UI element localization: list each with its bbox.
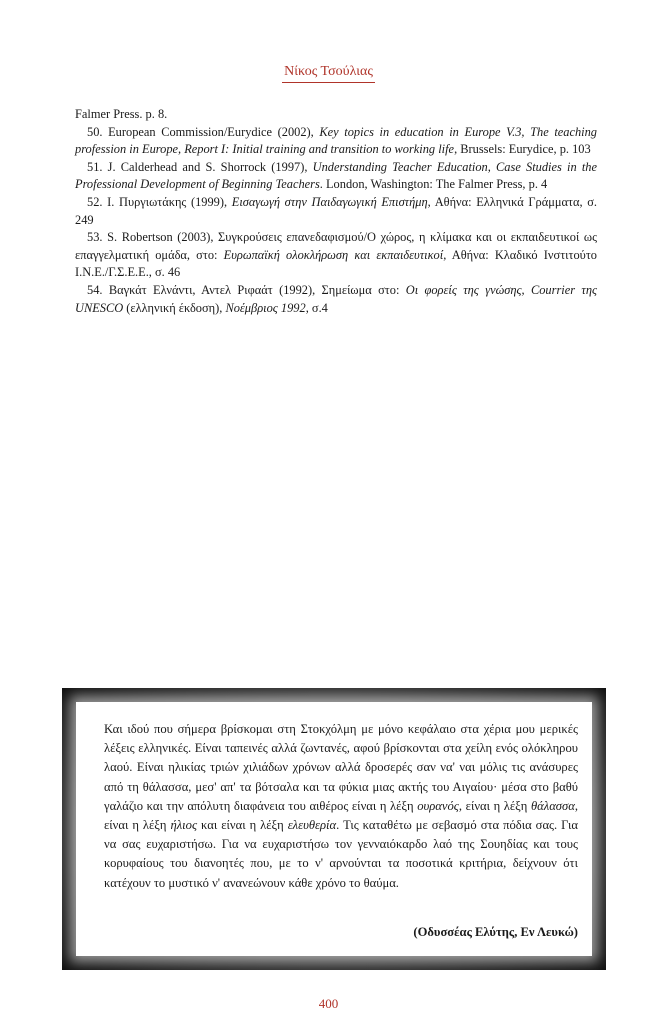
quote-box — [76, 702, 592, 956]
reference-51: 51. J. Calderhead and S. Shorrock (1997), Understanding Teacher Education, Case Studies in the Professional Development of Beginning Teachers. London, Washington: The Falmer Press, p. 4 — [75, 159, 597, 192]
running-head — [0, 64, 657, 83]
reference-49-continuation: Falmer Press. p. 8. — [75, 107, 168, 121]
quote-frame — [62, 688, 606, 970]
elytis-quote: Και ιδού που σήμερα βρίσκομαι στη Στοκχόλμη με μόνο κεφάλαιο στα χέρια μου μερικές λέξεις ελληνικές. Είναι ταπεινές αλλά ζωντανές, αφού βρίσκονται στα χείλη ενός ολόκληρου λαού. Είναι ηλικίας τριών χιλιάδων χρόνων αλλά δροσερές σαν να' ναι μόλις τις ανάσυρες από τη θάλασσα, μεσ' απ' τα βότσαλα και τα φύκια μιας ακτής του Αιγαίου· μέσα στο βαθύ γαλάζιο και την απόλυτη διαφάνεια του αιθέρος είναι η λέξη ουρανός, είναι η λέξη θάλασσα, είναι η λέξη ήλιος και είναι η λέξη ελευθερία. Τις καταθέτω με σεβασμό στα πόδια σας. Για να σας ευχαριστήσω. Για να ευχαριστήσω τον γενναιόκαρδο λαό της Σουηδίας και τους κορυφαίους του διανοητές που, με το ν' αρνούνται τα ποσοτικά κριτήρια, δείχνουν ότι κατέχουν το μυστικό ν' ανανεώνουν κάθε χρόνο το θαύμα. — [104, 722, 578, 890]
reference-54: 54. Βαγκάτ Ελνάντι, Αντελ Ριφαάτ (1992), Σημείωμα στο: Οι φορείς της γνώσης, Courrier της UNESCO (ελληνική έκδοση), Νοέμβριος 1992, σ.4 — [75, 282, 597, 315]
quote-attribution: (Οδυσσέας Ελύτης, Εν Λευκώ) — [413, 925, 578, 939]
reference-52: 52. Ι. Πυργιωτάκης (1999), Εισαγωγή στην Παιδαγωγική Επιστήμη, Αθήνα: Ελληνικά Γράμματα, σ. 249 — [75, 194, 597, 227]
reference-53: 53. S. Robertson (2003), Συγκρούσεις επανεδαφισμού/Ο χώρος, η κλίμακα και οι εκπαιδευτικοί ως επαγγελματική ομάδα, στο: Ευρωπαϊκή ολοκλήρωση και εκπαιδευτικοί, Αθήνα: Κλαδικό Ινστιτούτο Ι.Ν.Ε./Γ.Σ.Ε.Ε., σ. 46 — [75, 230, 597, 280]
running-head-author: Νίκος Τσούλιας — [282, 64, 375, 83]
page-number: 400 — [318, 996, 339, 1011]
reference-50: 50. European Commission/Eurydice (2002), Key topics in education in Europe V.3, The teaching profession in Europe, Report I: Initial training and transition to working life, Brussels: Eurydice, p. 103 — [75, 124, 597, 157]
references-list — [75, 106, 597, 317]
